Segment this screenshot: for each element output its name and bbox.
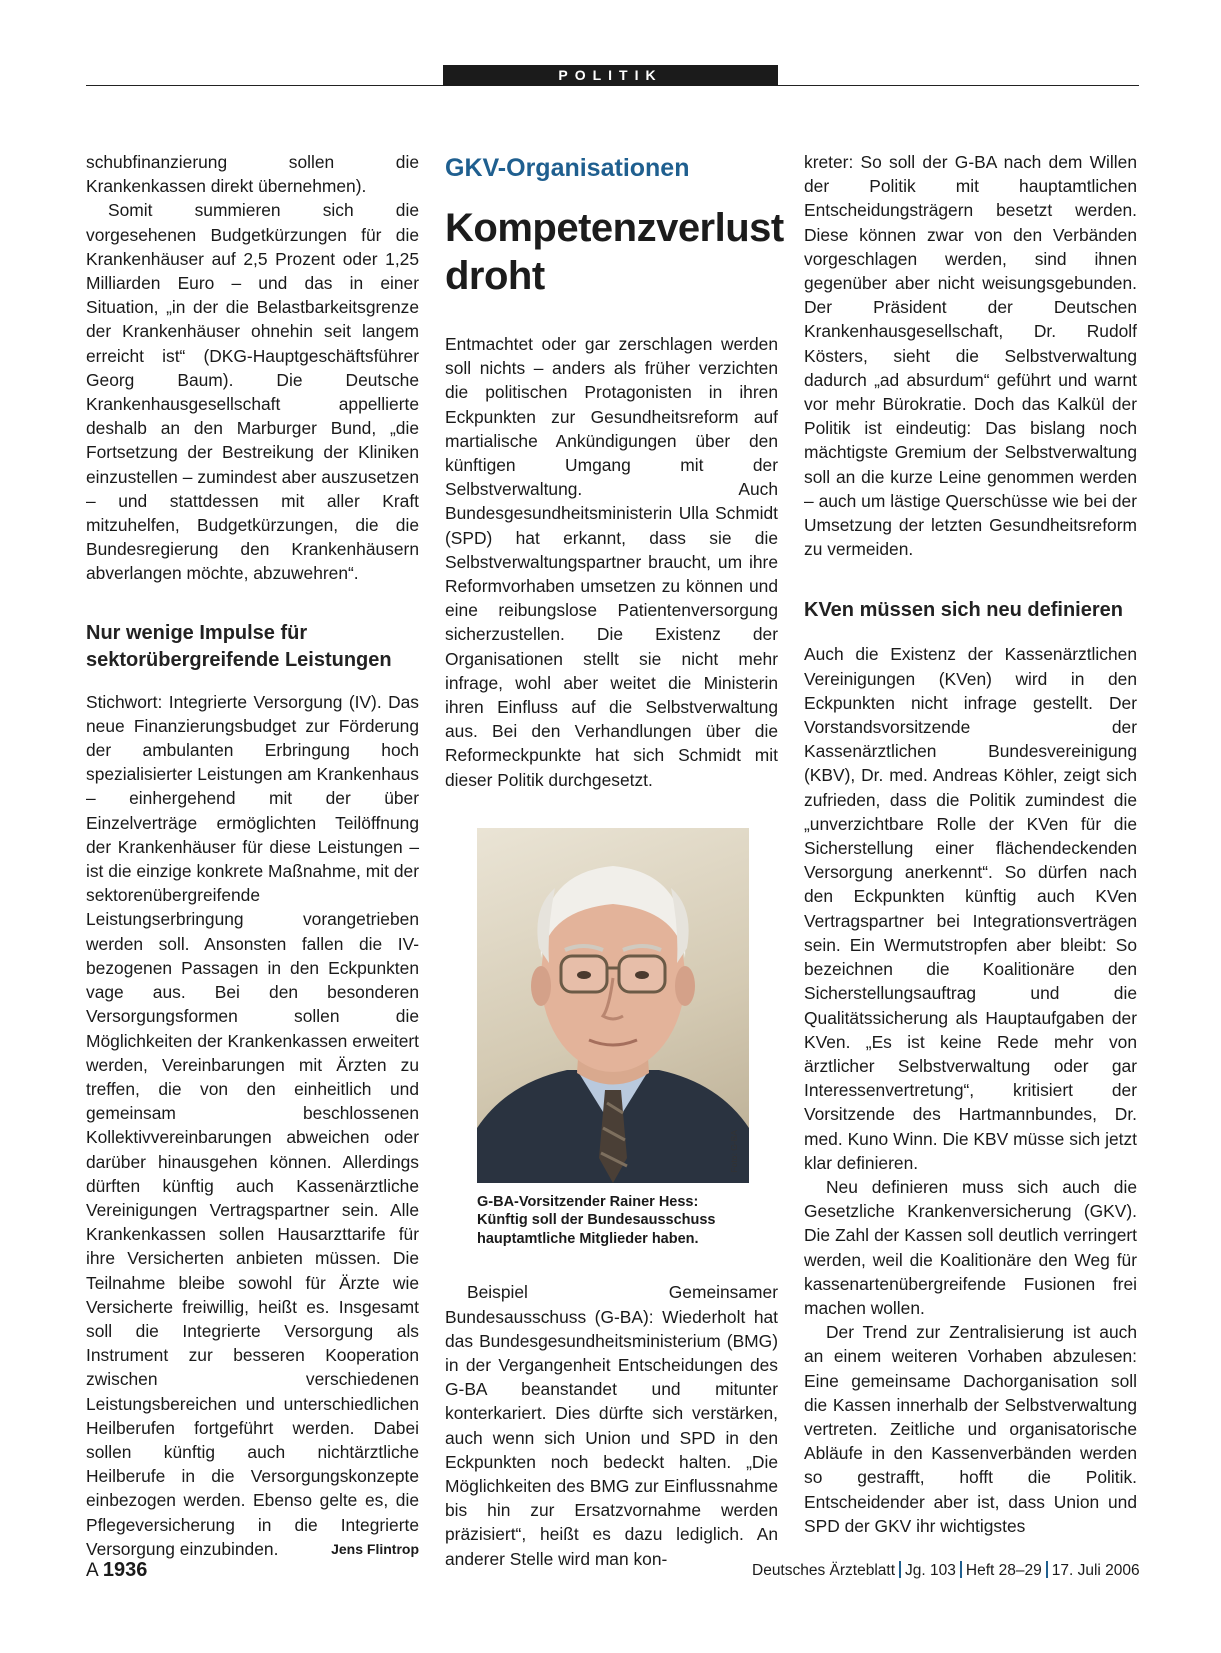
column-2 <box>445 150 784 1571</box>
lead-paragraph: Entmachtet oder gar zerschlagen werden soll nichts – anders als früher verzichten die politischen Protagonisten in ihren Eckpunkten zur Gesundheitsreform auf martialische Ankündigungen über den künftigen Umgang mit der Selbstverwaltung. Auch Bundesgesundheitsministerin Ulla Schmidt (SPD) hat erkannt, dass sie die Selbstverwaltungspartner braucht, um ihre Reformvorhaben umsetzen zu können und eine reibungslose Patientenversorgung sicherzustellen. Die Existenz der Organisationen stellt sie nicht mehr infrage, wohl aber weitet die Ministerin ihren Einfluss auf die Selbstverwaltung aus. Bei den Verhandlungen über die Reformeckpunkte hat sich Schmidt mit dieser Politik durchgesetzt. <box>445 334 778 790</box>
paragraph: kreter: So soll der G-BA nach dem Willen der Politik mit hauptamtlichen Entscheidungsträgern besetzt werden. Diese können zwar von den Verbänden vorgeschlagen werden, sind ihnen gegenüber aber nicht weisungsgebunden. Der Präsident der Deutschen Krankenhausgesellschaft, Dr. Rudolf Kösters, sieht die Selbstverwaltung dadurch „ad absurdum“ geführt und warnt vor mehr Bürokratie. Doch das Kalkül der Politik ist eindeutig: Das bislang noch mächtigste Gremium der Selbstverwaltung soll an die kurze Leine genommen werden – auch um lästige Querschüsse wie bei der Umsetzung der letzten Gesundheitsreform zu vermeiden. <box>804 152 1137 560</box>
portrait-photo <box>477 828 749 1183</box>
separator <box>1046 1561 1048 1578</box>
page-number <box>86 1559 147 1582</box>
paragraph: Neu definieren muss sich auch die Gesetzliche Krankenversicherung (GKV). Die Zahl der Kassen soll deutlich verringert werden, weil die Koalitionäre den Weg für kassenartenübergreifende Fusionen frei machen wollen. <box>804 1176 1137 1318</box>
journal-name: Deutsches Ärzteblatt <box>752 1562 896 1579</box>
portrait-illustration <box>477 828 749 1183</box>
page-number-value: 1936 <box>102 1559 148 1581</box>
column-1 <box>86 150 419 1561</box>
journal-issue: Heft 28–29 <box>965 1562 1042 1579</box>
paragraph: Auch die Existenz der Kassenärztlichen Vereinigungen (KVen) wird in den Eckpunkten nicht infrage gestellt. Der Vorstandsvorsitzende der Kassenärztlichen Bundesvereinigung (KBV), Dr. med. Andreas Köhler, zeigt sich zufrieden, dass die Politik zumindest die „unverzichtbare Rolle der KVen für die Sicherstellung einer flächendeckenden Versorgung anerkennt“. So dürfen nach den Eckpunkten künftig auch KVen Vertragspartner bei Integrationsverträgen sein. Ein Wermutstropfen aber bleibt: So bezeichnen die Koalitionäre den Sicherstellungsauftrag und die Qualitätssicherung als Hauptaufgaben der KVen. „Es ist keine Rede mehr von ärztlicher Selbstverwaltung oder gar Interessenvertretung“, kritisiert der Vorsitzende des Hartmannbundes, Dr. med. Kuno Winn. Die KBV müsse sich jetzt klar definieren. <box>804 644 1137 1173</box>
article-headline: Kompetenzverlust droht <box>445 206 784 298</box>
article-kicker: GKV-Organisationen <box>445 154 690 182</box>
journal-info <box>752 1561 1139 1580</box>
paragraph: schubfinanzierung sollen die Krankenkassen direkt übernehmen). <box>86 152 419 197</box>
journal-date: 17. Juli 2006 <box>1051 1562 1140 1579</box>
photo-caption: G-BA-Vorsitzender Rainer Hess: Künftig soll der Bundesausschuss hauptamtliche Mitglieder haben. <box>477 1193 716 1247</box>
author: Jens Flintrop <box>331 1540 419 1557</box>
separator <box>960 1561 962 1578</box>
journal-volume: Jg. 103 <box>905 1562 956 1579</box>
column-3 <box>804 150 1137 1538</box>
paragraph: Somit summieren sich die vorgesehenen Budgetkürzungen für die Krankenhäuser auf 2,5 Prozent oder 1,25 Milliarden Euro – und das in einer Situation, „in der die Belastbarkeitsgrenze der Krankenhäuser ohnehin seit langem erreicht ist“ (DKG-Hauptgeschäftsführer Georg Baum). Die Deutsche Krankenhausgesellschaft appellierte deshalb an den Marburger Bund, „die Fortsetzung der Bestreikung der Kliniken einzustellen – zumindest aber auszusetzen – und stattdessen mit aller Kraft mitzuhelfen, Budgetkürzungen, die die Bundesregierung den Krankenhäusern abverlangen möchte, abzuwehren“. <box>86 200 419 584</box>
section-tag: POLITIK <box>443 65 778 86</box>
paragraph <box>86 690 419 1561</box>
paragraph: Beispiel Gemeinsamer Bundesausschuss (G-BA): Wiederholt hat das Bundesgesundheitsministerium (BMG) in der Vergangenheit Entscheidungen des G-BA beanstandet und mitunter konterkariert. Dies dürfte sich verstärken, auch wenn sich Union und SPD in den Eckpunkten noch bedeckt halten. „Die Möglichkeiten des BMG zur Einflussnahme bis hin zur Ersatzvornahme werden präzisiert“, heißt es dazu lediglich. An anderer Stelle wird man kon- <box>445 1282 778 1569</box>
paragraph: Der Trend zur Zentralisierung ist auch an einem weiteren Vorhaben abzulesen: Eine gemeinsame Dachorganisation soll die Kassen innerhalb der Selbstverwaltung vertreten. Zeitliche und organisatorische Abläufe in den Kassenverbänden werden so gestrafft, hofft die Politik. Entscheidender aber ist, dass Union und SPD der GKV ihr wichtigstes <box>804 1322 1137 1536</box>
paragraph-text: Stichwort: Integrierte Versorgung (IV). Das neue Finanzierungsbudget zur Förderung der ambulanten Erbringung hoch spezialisierter Leistungen am Krankenhaus – einhergehend mit der über Einzelverträge ermöglichten Teilöffnung der Krankenhäuser für diese Leistungen – ist die einzige konkrete Maßnahme, mit der sektorenübergreifende Leistungserbringung vorangetrieben werden soll. Ansonsten fallen die IV-bezogenen Passagen in den Eckpunkten vage aus. Bei den besonderen Versorgungsformen sollen die Möglichkeiten der Krankenkassen erweitert werden, Vereinbarungen mit Ärzten zu treffen, die von den einheitlich und gemeinsam beschlossenen Kollektivvereinbarungen abweichen oder darüber hinausgehen können. Allerdings dürften künftig auch Kassenärztliche Vereinigungen Vertragspartner sein. Alle Krankenkassen sollen Hausarzttarife für ihre Versicherten anbieten müssen. Die Teilnahme bleibe sowohl für Ärzte wie Versicherte freiwillig, heißt es. Insgesamt soll die Integrierte Versorgung als Instrument zur besseren Kooperation zwischen verschiedenen Leistungsbereichen und unterschiedlichen Heilberufen fortgeführt werden. Dabei sollen künftig auch nichtärztliche Heilberufe in die Versorgungskonzepte einbezogen werden. Ebenso gelte es, die Pflegeversicherung in die Integrierte Versorgung einzubinden. <box>86 691 419 1559</box>
subheading: Nur wenige Impulse für sektorübergreifende Leistungen <box>86 621 392 671</box>
separator <box>899 1561 901 1578</box>
page-prefix: A <box>86 1560 98 1581</box>
subheading: KVen müssen sich neu definieren <box>804 599 1123 622</box>
photo-credit: Foto: G-BA <box>728 1130 739 1173</box>
